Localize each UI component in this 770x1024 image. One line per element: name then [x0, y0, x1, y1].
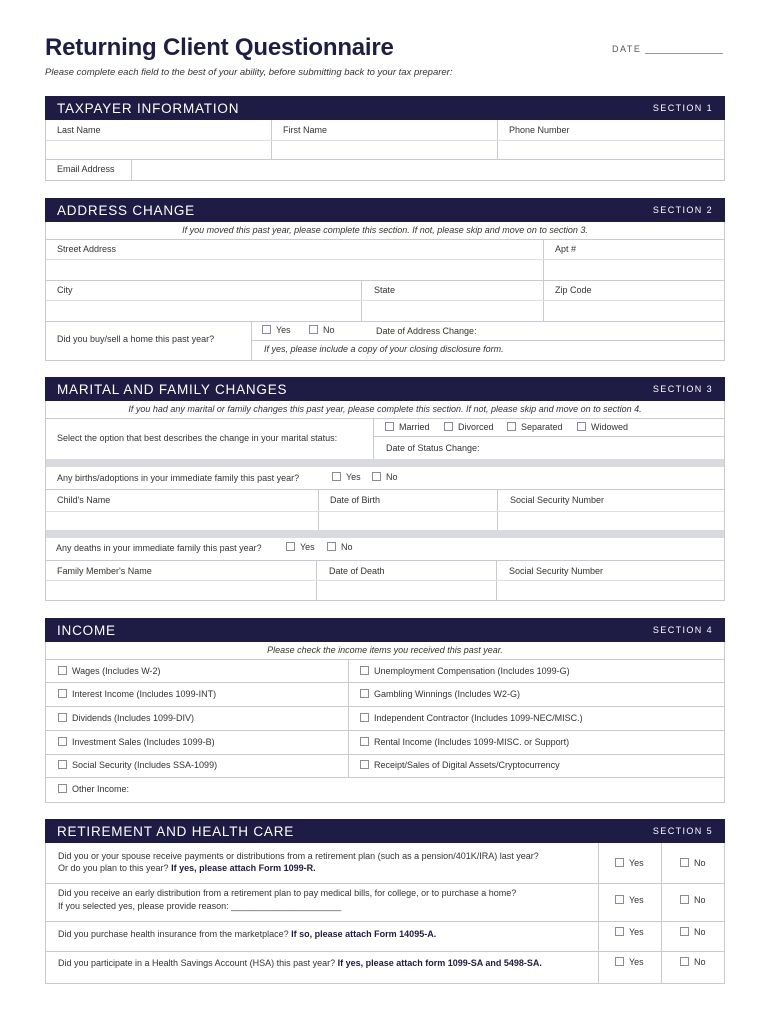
retirement-table — [45, 843, 725, 984]
state-label: State — [374, 285, 396, 295]
income-other[interactable] — [58, 784, 129, 794]
q4-text — [58, 958, 542, 968]
separated-label: Separated — [521, 422, 563, 432]
apt-label: Apt # — [555, 244, 577, 254]
q4-yes-option[interactable] — [615, 957, 644, 967]
q4-attach-note: If yes, please attach form 1099-SA and 5498-SA. — [337, 958, 542, 968]
income-dividends[interactable] — [58, 713, 194, 723]
marital-options-cell — [373, 418, 724, 459]
section-4-header — [45, 618, 725, 642]
checkbox[interactable] — [309, 325, 318, 334]
checkbox[interactable] — [360, 666, 369, 675]
section-2-number: SECTION 2 — [652, 205, 713, 215]
page-subtitle: Please complete each field to the best of your ability, before submitting back to your tax preparer: — [45, 67, 453, 78]
q3-no-option[interactable] — [680, 927, 706, 937]
home-question-cell — [46, 321, 251, 361]
last-name-label: Last Name — [57, 125, 101, 135]
q2-yes-option[interactable] — [615, 895, 644, 905]
member-ssn-label: Social Security Number — [509, 566, 604, 576]
home-question-label: Did you buy/sell a home this past year? — [57, 334, 215, 344]
status-date-field[interactable]: Date of Status Change: — [386, 443, 480, 453]
q2-line2: If you selected yes, please provide reason: ______________________ — [58, 901, 342, 911]
section-5-title: RETIREMENT AND HEALTH CARE — [57, 823, 295, 839]
checkbox[interactable] — [360, 713, 369, 722]
child-row — [46, 489, 724, 530]
retirement-q2-row — [46, 883, 724, 921]
divider — [252, 340, 724, 341]
q1-no-option[interactable] — [680, 858, 706, 868]
divider — [46, 300, 724, 301]
births-question-label: Any births/adoptions in your immediate family this past year? — [57, 473, 300, 483]
checkbox[interactable] — [615, 957, 624, 966]
checkbox[interactable] — [615, 858, 624, 867]
q1-line2 — [58, 863, 316, 873]
income-unemployment[interactable] — [360, 666, 570, 676]
checkbox[interactable] — [615, 895, 624, 904]
yes-label: Yes — [629, 858, 644, 868]
yes-label: Yes — [276, 325, 291, 335]
q1-line1: Did you or your spouse receive payments or distributions from a retirement plan (such as a pension/401K/IRA) last year? — [58, 851, 539, 861]
child-ssn-label: Social Security Number — [510, 495, 605, 505]
email-row — [46, 159, 724, 180]
income-label: Independent Contractor (Includes 1099-NEC/MISC.) — [374, 713, 583, 723]
retirement-q1-row — [46, 843, 724, 883]
column-divider — [348, 659, 349, 777]
widowed-option[interactable] — [577, 422, 628, 432]
retirement-q4-row — [46, 951, 724, 984]
date-line — [645, 45, 723, 54]
q3-question: Did you purchase health insurance from the marketplace? — [58, 929, 289, 939]
checkbox[interactable] — [262, 325, 271, 334]
income-label: Other Income: — [72, 784, 130, 794]
checkbox[interactable] — [327, 542, 336, 551]
income-label: Gambling Winnings (Includes W2-G) — [374, 689, 521, 699]
income-social-security[interactable] — [58, 760, 217, 770]
section-3-note: If you had any marital or family changes this past year, please complete this section. If not, please skip and move on to section 4. — [128, 404, 642, 414]
q4-question: Did you participate in a Health Savings Account (HSA) this past year? — [58, 958, 336, 968]
checkbox[interactable] — [58, 784, 67, 793]
births-yes-option[interactable] — [332, 472, 361, 482]
date-of-address-change-field[interactable]: Date of Address Change: — [376, 326, 477, 336]
child-name-field[interactable] — [46, 489, 318, 530]
section-3-title: MARITAL AND FAMILY CHANGES — [57, 381, 288, 397]
income-label: Unemployment Compensation (Includes 1099-G) — [374, 666, 570, 676]
checkbox[interactable] — [332, 472, 341, 481]
date-field[interactable] — [612, 44, 723, 54]
income-label: Investment Sales (Includes 1099-B) — [72, 737, 215, 747]
no-label: No — [694, 895, 706, 905]
income-wages[interactable] — [58, 666, 161, 676]
q2-line1: Did you receive an early distribution from a retirement plan to pay medical bills, for college, or to purchase a home? — [58, 888, 517, 898]
member-name-label: Family Member's Name — [57, 566, 152, 576]
home-no-option[interactable] — [309, 325, 335, 335]
divider — [46, 730, 724, 731]
divorced-label: Divorced — [458, 422, 494, 432]
checkbox[interactable] — [577, 422, 586, 431]
street-label: Street Address — [57, 244, 117, 254]
q3-text — [58, 929, 436, 939]
yes-label: Yes — [629, 895, 644, 905]
checkbox[interactable] — [372, 472, 381, 481]
closing-disclosure-note: If yes, please include a copy of your closing disclosure form. — [264, 344, 504, 354]
no-label: No — [694, 927, 706, 937]
section-3-number: SECTION 3 — [652, 384, 713, 394]
section-5-number: SECTION 5 — [652, 826, 713, 836]
income-label: Receipt/Sales of Digital Assets/Cryptocurrency — [374, 760, 560, 770]
no-label: No — [341, 542, 353, 552]
income-rental[interactable] — [360, 737, 569, 747]
divider — [46, 659, 724, 660]
dob-field[interactable] — [318, 489, 497, 530]
births-no-option[interactable] — [372, 472, 398, 482]
q1-attach-note: If yes, please attach Form 1099-R. — [171, 863, 316, 873]
checkbox[interactable] — [286, 542, 295, 551]
checkbox[interactable] — [360, 689, 369, 698]
section-1-number: SECTION 1 — [652, 103, 713, 113]
checkbox[interactable] — [360, 760, 369, 769]
deaths-no-option[interactable] — [327, 542, 353, 552]
divider — [374, 436, 724, 437]
yes-label: Yes — [346, 472, 361, 482]
home-answer-cell — [251, 321, 724, 361]
section-5-header — [45, 819, 725, 843]
address-change-table — [45, 222, 725, 361]
email-field[interactable] — [131, 159, 724, 180]
widowed-label: Widowed — [591, 422, 629, 432]
checkbox[interactable] — [58, 666, 67, 675]
income-label: Rental Income (Includes 1099-MISC. or Support) — [374, 737, 570, 747]
separator-band — [46, 459, 724, 467]
income-table — [45, 642, 725, 803]
section-2-header — [45, 198, 725, 222]
divider — [46, 754, 724, 755]
home-row — [46, 321, 724, 361]
child-ssn-field[interactable] — [497, 489, 724, 530]
dod-label: Date of Death — [329, 566, 385, 576]
marital-row — [46, 418, 724, 459]
section-4-note: Please check the income items you received this past year. — [267, 645, 503, 655]
divider — [46, 580, 724, 581]
date-label: DATE — [612, 44, 642, 54]
section-3-header — [45, 377, 725, 401]
checkbox[interactable] — [58, 713, 67, 722]
income-label: Interest Income (Includes 1099-INT) — [72, 689, 217, 699]
married-option[interactable] — [385, 422, 430, 432]
divider — [46, 140, 724, 141]
divider — [46, 777, 724, 778]
checkbox[interactable] — [680, 957, 689, 966]
deaths-question-label: Any deaths in your immediate family this past year? — [56, 543, 262, 553]
income-gambling[interactable] — [360, 689, 520, 699]
income-label: Wages (Includes W-2) — [72, 666, 161, 676]
divider — [46, 682, 724, 683]
no-label: No — [386, 472, 398, 482]
no-label: No — [694, 858, 706, 868]
checkbox[interactable] — [58, 689, 67, 698]
checkbox[interactable] — [680, 927, 689, 936]
separated-option[interactable] — [507, 422, 563, 432]
q2-no-option[interactable] — [680, 895, 706, 905]
divider — [46, 259, 724, 260]
checkbox[interactable] — [58, 737, 67, 746]
phone-label: Phone Number — [509, 125, 570, 135]
births-row — [46, 467, 724, 489]
retirement-q3-row — [46, 921, 724, 951]
marital-question-label: Select the option that best describes the change in your marital status: — [57, 433, 338, 443]
section-4-number: SECTION 4 — [652, 625, 713, 635]
income-digital-assets[interactable] — [360, 760, 560, 770]
checkbox[interactable] — [360, 737, 369, 746]
no-label: No — [694, 957, 706, 967]
married-label: Married — [399, 422, 430, 432]
section-2-title: ADDRESS CHANGE — [57, 202, 195, 218]
first-name-label: First Name — [283, 125, 328, 135]
q3-attach-note: If so, please attach Form 14095-A. — [291, 929, 437, 939]
checkbox[interactable] — [444, 422, 453, 431]
checkbox[interactable] — [507, 422, 516, 431]
page-title: Returning Client Questionnaire — [45, 34, 394, 61]
divider — [46, 706, 724, 707]
section-2-note: If you moved this past year, please complete this section. If not, please skip and move on to section 3. — [182, 225, 588, 235]
yes-label: Yes — [629, 957, 644, 967]
email-label: Email Address — [57, 164, 115, 174]
yes-label: Yes — [629, 927, 644, 937]
q1-yes-option[interactable] — [615, 858, 644, 868]
checkbox[interactable] — [615, 927, 624, 936]
income-investment-sales[interactable] — [58, 737, 215, 747]
section-1-title: TAXPAYER INFORMATION — [57, 100, 240, 116]
home-yes-option[interactable] — [262, 325, 291, 335]
zip-label: Zip Code — [555, 285, 592, 295]
marital-family-table — [45, 401, 725, 601]
child-name-label: Child's Name — [57, 495, 111, 505]
checkbox[interactable] — [680, 895, 689, 904]
income-label: Dividends (Includes 1099-DIV) — [72, 713, 195, 723]
checkbox[interactable] — [385, 422, 394, 431]
city-label: City — [57, 285, 73, 295]
checkbox[interactable] — [680, 858, 689, 867]
q4-no-option[interactable] — [680, 957, 706, 967]
q3-yes-option[interactable] — [615, 927, 644, 937]
section-1-header — [45, 96, 725, 120]
marital-question-cell — [46, 418, 373, 459]
income-interest[interactable] — [58, 689, 216, 699]
no-label: No — [323, 325, 335, 335]
income-label: Social Security (Includes SSA-1099) — [72, 760, 218, 770]
deaths-row — [46, 538, 724, 560]
dob-label: Date of Birth — [330, 495, 381, 505]
taxpayer-info-table — [45, 120, 725, 181]
yes-label: Yes — [300, 542, 315, 552]
separator-band — [46, 530, 724, 538]
deaths-yes-option[interactable] — [286, 542, 315, 552]
email-label-cell — [46, 159, 131, 180]
checkbox[interactable] — [58, 760, 67, 769]
divider — [46, 511, 724, 512]
divorced-option[interactable] — [444, 422, 494, 432]
income-contractor[interactable] — [360, 713, 583, 723]
q1-text: Or do you plan to this year? — [58, 863, 169, 873]
section-4-title: INCOME — [57, 622, 116, 638]
